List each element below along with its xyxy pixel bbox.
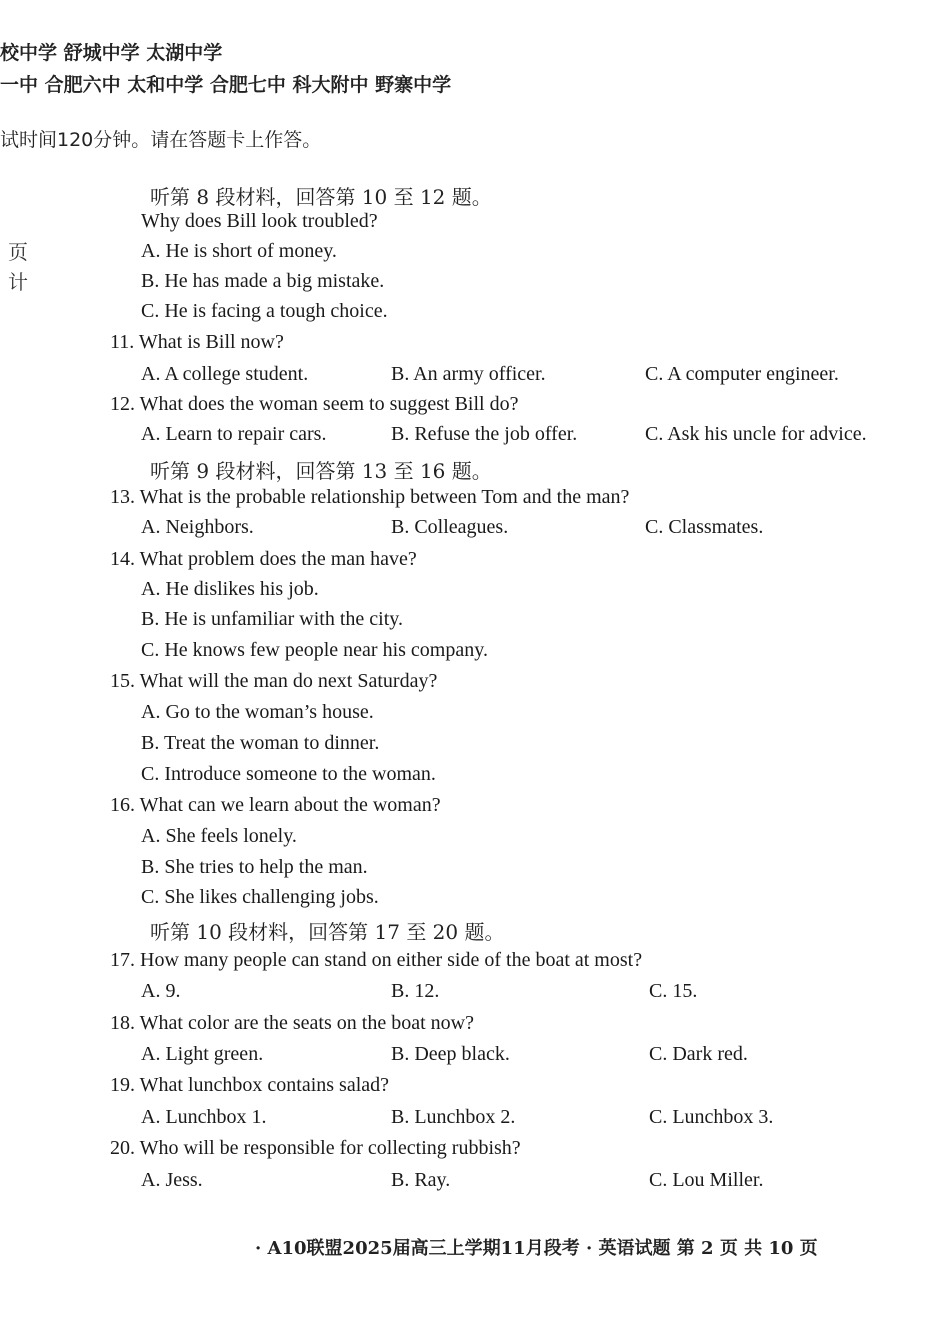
question-16-option-a: A. She feels lonely. [141, 825, 297, 847]
question-10-option-a: A. He is short of money. [141, 240, 337, 262]
question-20: 20. Who will be responsible for collecting rubbish? [110, 1137, 521, 1159]
question-11: 11. What is Bill now? [110, 331, 284, 353]
question-12: 12. What does the woman seem to suggest Bill do? [110, 393, 519, 415]
question-18: 18. What color are the seats on the boat now? [110, 1012, 474, 1034]
question-17-option-c: C. 15. [649, 980, 698, 1002]
question-15-option-b: B. Treat the woman to dinner. [141, 732, 380, 754]
question-11-option-c: C. A computer engineer. [645, 363, 839, 385]
question-17: 17. How many people can stand on either side of the boat at most? [110, 949, 643, 971]
question-19-option-a: A. Lunchbox 1. [141, 1106, 267, 1128]
question-17-option-a: A. 9. [141, 980, 181, 1002]
question-20-option-c: C. Lou Miller. [649, 1169, 764, 1191]
question-12-option-c: C. Ask his uncle for advice. [645, 423, 867, 445]
header-schools-line-1: 校中学 舒城中学 太湖中学 [0, 42, 223, 64]
question-18-option-a: A. Light green. [141, 1043, 264, 1065]
question-13: 13. What is the probable relationship between Tom and the man? [110, 486, 630, 508]
section-10-heading: 听第 10 段材料，回答第 17 至 20 题。 [150, 920, 505, 944]
question-19-option-c: C. Lunchbox 3. [649, 1106, 774, 1128]
margin-mark-page: 页 [8, 240, 28, 264]
question-13-option-b: B. Colleagues. [391, 516, 509, 538]
section-9-heading: 听第 9 段材料，回答第 13 至 16 题。 [150, 459, 492, 483]
question-17-option-b: B. 12. [391, 980, 440, 1002]
question-10-option-c: C. He is facing a tough choice. [141, 300, 388, 322]
question-12-option-a: A. Learn to repair cars. [141, 423, 327, 445]
question-18-option-b: B. Deep black. [391, 1043, 510, 1065]
question-10-option-b: B. He has made a big mistake. [141, 270, 385, 292]
question-16-option-c: C. She likes challenging jobs. [141, 886, 379, 908]
question-16-option-b: B. She tries to help the man. [141, 856, 368, 878]
section-8-heading: 听第 8 段材料，回答第 10 至 12 题。 [150, 185, 492, 209]
question-14-option-a: A. He dislikes his job. [141, 578, 319, 600]
question-13-option-a: A. Neighbors. [141, 516, 254, 538]
question-20-option-a: A. Jess. [141, 1169, 203, 1191]
question-13-option-c: C. Classmates. [645, 516, 764, 538]
margin-mark-count: 计 [8, 270, 28, 294]
question-16: 16. What can we learn about the woman? [110, 794, 441, 816]
question-15-option-c: C. Introduce someone to the woman. [141, 763, 436, 785]
question-11-option-a: A. A college student. [141, 363, 309, 385]
question-14-option-b: B. He is unfamiliar with the city. [141, 608, 403, 630]
question-14: 14. What problem does the man have? [110, 548, 417, 570]
question-15: 15. What will the man do next Saturday? [110, 670, 438, 692]
question-15-option-a: A. Go to the woman’s house. [141, 701, 374, 723]
header-exam-time: 试时间120分钟。请在答题卡上作答。 [0, 129, 322, 151]
page-footer: · A10联盟2025届高三上学期11月段考 · 英语试题 第 2 页 共 10 页 [255, 1238, 818, 1259]
question-12-option-b: B. Refuse the job offer. [391, 423, 578, 445]
question-19: 19. What lunchbox contains salad? [110, 1074, 390, 1096]
question-14-option-c: C. He knows few people near his company. [141, 639, 488, 661]
header-schools-line-2: 一中 合肥六中 太和中学 合肥七中 科大附中 野寨中学 [0, 74, 452, 96]
question-18-option-c: C. Dark red. [649, 1043, 748, 1065]
question-20-option-b: B. Ray. [391, 1169, 451, 1191]
question-10: Why does Bill look troubled? [141, 210, 378, 232]
question-11-option-b: B. An army officer. [391, 363, 546, 385]
question-19-option-b: B. Lunchbox 2. [391, 1106, 516, 1128]
